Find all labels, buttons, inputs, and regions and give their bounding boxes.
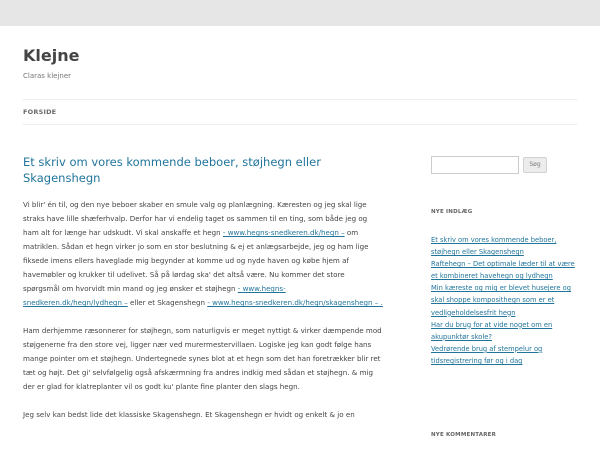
site-description: Claras klejner — [23, 72, 72, 80]
post-title[interactable]: Et skriv om vores kommende beboer, støjhegn eller Skagenshegn — [23, 155, 321, 185]
nav-item-forside[interactable]: FORSIDE — [23, 108, 57, 116]
recent-posts-list — [431, 234, 577, 367]
post-content — [23, 198, 383, 436]
link-skagenshegn[interactable]: - www.hegns-snedkeren.dk/hegn/skagenshegn – . — [207, 298, 383, 307]
page — [0, 26, 600, 450]
list-item — [431, 282, 577, 318]
search-input[interactable] — [431, 156, 519, 174]
link-lydhegn[interactable]: - www.hegns-snedkeren.dk/hegn/lydhegn – — [23, 284, 286, 307]
text: eller et Skagenshegn — [127, 298, 208, 307]
recent-post-link[interactable]: Har du brug for at vide noget om en akupunktør skole? — [431, 320, 553, 341]
post-paragraph: Ham derhjemme ræsonnerer for støjhegn, som naturligvis er meget nyttigt & virker dæmpende mod støjgenerne fra den store vej, ligger nær ved murermestervillaen. Logiske jeg kan godt følge hans mange pointer om et støjhegn. Undertegnede synes blot at et hegn som det han foretrækker blir ret tæt og højt. Det gi' selvfølgelig også afskærmning fra andres indkig med sådan et støjhegn. & mig der er glad for klatreplanter vil os godt ku' plante fine planter den slags hegn. — [23, 326, 382, 391]
text: Vi blir' én til, og den nye beboer skaber en smule valg og planlægning. Kæresten og jeg skal lige straks have lille shæferhvalp. Derfor har vi endelig taget os sammen til en ting, som både jeg og ham alt for længe har udskudt. Vi skal anskaffe et hegn — [23, 200, 368, 237]
divider — [23, 124, 577, 125]
link-hegn[interactable]: - www.hegns-snedkeren.dk/hegn – — [222, 228, 345, 237]
post-paragraph: Jeg selv kan bedst lide det klassiske Skagenshegn. Et Skagenshegn er hvidt og enkelt & jo en — [23, 410, 355, 419]
text: om matriklen. Sådan et hegn virker jo som en stor beslutning & ej et anlægsarbejde, jeg og ham lige fiksede imens ellers haveglade mig begynder at komme ud og nyde haven og købe hjem af havemøbler og krukker til udelivet. Så på lørdag ska' det altså være. Nu kommer det store spørgsmål om hvorvidt min mand og jeg ønsker et støjhegn — [23, 228, 369, 293]
site-title[interactable]: Klejne — [23, 46, 80, 65]
divider — [23, 99, 577, 100]
recent-post-link[interactable]: Vedrørende brug af stempelur og tidsregistrering før og i dag — [431, 344, 543, 365]
recent-comments-title: NYE KOMMENTARER — [431, 432, 497, 438]
post-paragraph — [23, 198, 383, 310]
recent-post-link[interactable]: Min kæreste og mig er blevet husejere og skal shoppe komposithegn som er et vedligeholdelsesfrit hegn — [431, 284, 571, 317]
list-item — [431, 343, 577, 367]
list-item — [431, 258, 577, 282]
recent-post-link[interactable]: Raftehegn – Det optimale læder til at være et kombineret havehegn og lydhegn — [431, 260, 575, 281]
recent-posts-title: NYE INDLÆG — [431, 209, 473, 215]
list-item — [431, 319, 577, 343]
list-item — [431, 234, 577, 258]
search-button[interactable]: Søg — [523, 157, 547, 173]
recent-post-link[interactable]: Et skriv om vores kommende beboer, støjhegn eller Skagenshegn — [431, 236, 557, 257]
